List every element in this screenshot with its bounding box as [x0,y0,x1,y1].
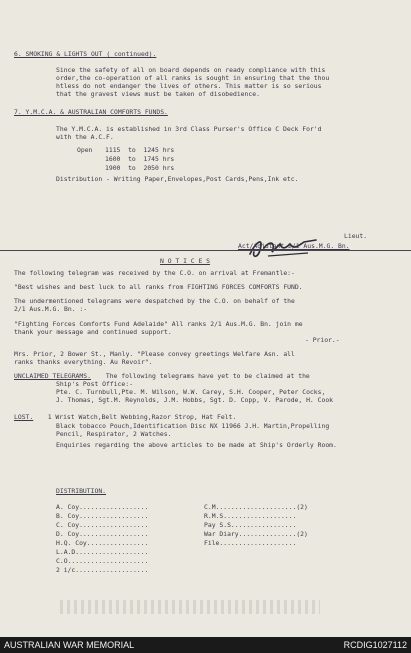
unclaimed-telegrams-heading: UNCLAIMED TELEGRAMS. [14,372,91,380]
lost-heading: LOST. [14,413,34,421]
prior-signoff: - Prior.- [305,336,340,344]
section-7-heading: 7. Y.M.C.A. & AUSTRALIAN COMFORTS FUNDS. [14,108,168,116]
unclaimed-line-3: J. Thomas, Sgt.M. Reynolds, J.M. Hobbs, Sgt. D. Copp, V. Parode, H. Cook [56,396,334,404]
unclaimed-telegrams-text: The following telegrams have yet to be claimed at the [102,372,310,380]
section-6-heading: 6. SMOKING & LIGHTS OUT ( continued). [14,50,157,58]
found-line-2: Pencil, Respirator, 2 Watches. [56,430,172,438]
section-7-intro-1: The Y.M.C.A. is established in 3rd Class Purser's Office C Deck For'd [56,125,322,133]
dist-left-lad: L.A.D................... [56,548,149,556]
section-6-line-3: htless do not endanger the lives of others. This matter is so serious [56,82,322,90]
best-wishes-telegram: "Best wishes and best luck to all ranks from FIGHTING FORCES COMFORTS FUND. [14,283,303,291]
dist-left-b-coy: B. Coy.................. [56,512,149,520]
lost-items: 1 Wrist Watch,Belt Webbing,Razor Strop, Hat Felt. [40,413,237,421]
mrs-prior-line-2: ranks thanks everything. Au Revoir". [14,358,153,366]
dist-left-co: C.O..................... [56,557,149,565]
distribution-heading: DISTRIBUTION. [56,487,107,495]
dist-left-2ic: 2 i/c................... [56,566,149,574]
ffcf-line-1: "Fighting Forces Comforts Fund Adelaide" All ranks 2/1 Aus.M.G. Bn. join me [14,320,303,328]
dist-right-cm: C.M.....................(2) [204,503,308,511]
found-line-1: Black tobacco Pouch,Identification Disc NX 11966 J.H. Martin,Propelling [56,422,330,430]
dist-right-war-diary: War Diary...............(2) [204,530,308,538]
hours-2: 1600 to 1745 hrs [105,155,175,163]
dist-right-rms: R.M.S................... [204,512,297,520]
despatch-line-1: The undermentioned telegrams were despatched by the C.O. on behalf of the [14,297,295,305]
archive-footer-bar [0,637,411,653]
despatch-line-2: 2/1 Aus.M.G. Bn. :- [14,305,88,313]
hours-3: 1900 to 2050 hrs [105,164,175,172]
unclaimed-line-1: Ship's Post Office:- [56,380,133,388]
dist-left-d-coy: D. Coy.................. [56,530,149,538]
open-label: Open [77,146,93,154]
footer-record-id: RCDIG1027112 [343,640,407,650]
mrs-prior-line-1: Mrs. Prior, 2 Bower St., Manly. "Please convey greetings Welfare Asn. all [14,350,295,358]
enquiries-line: Enquiries regarding the above articles to be made at Ship's Orderly Room. [56,441,337,449]
telegram-intro: The following telegram was received by the C.O. on arrival at Fremantle:- [14,269,295,277]
section-6-line-2: order,the co-operation of all ranks is sought in ensuring that the thou [56,74,330,82]
ffcf-line-2: thank your message and continued support. [14,328,172,336]
notices-heading: N O T I C E S [160,257,211,265]
hours-1: 1115 to 1245 hrs [105,146,175,154]
dist-left-hq-coy: H.Q. Coy................ [56,539,149,547]
divider-rule-top [0,250,411,251]
dist-left-a-coy: A. Coy.................. [56,503,149,511]
signature-rank: Lieut. [344,232,368,240]
section-6-line-1: Since the safety of all on board depends on ready compliance with this [56,66,326,74]
footer-institution: AUSTRALIAN WAR MEMORIAL [4,640,135,650]
signature-title: Act/Adjutant 2/1 Aus.M.G. Bn. [238,242,350,250]
dist-right-pay-ss: Pay S.S................. [204,521,297,529]
dist-left-c-coy: C. Coy.................. [56,521,149,529]
section-6-line-4: that the gravest views must be taken of disobedience. [56,90,260,98]
dist-right-file: File.................... [204,539,297,547]
distribution-items: Distribution - Writing Paper,Envelopes,Post Cards,Pens,Ink etc. [56,175,299,183]
bleed-through-marks [60,600,320,614]
section-7-intro-2: with the A.C.F. [56,133,114,141]
unclaimed-line-2: Pte. C. Turnbull,Pte. M. Wilson, W.W. Carey, S.H. Cooper, Peter Cocks, [56,388,326,396]
